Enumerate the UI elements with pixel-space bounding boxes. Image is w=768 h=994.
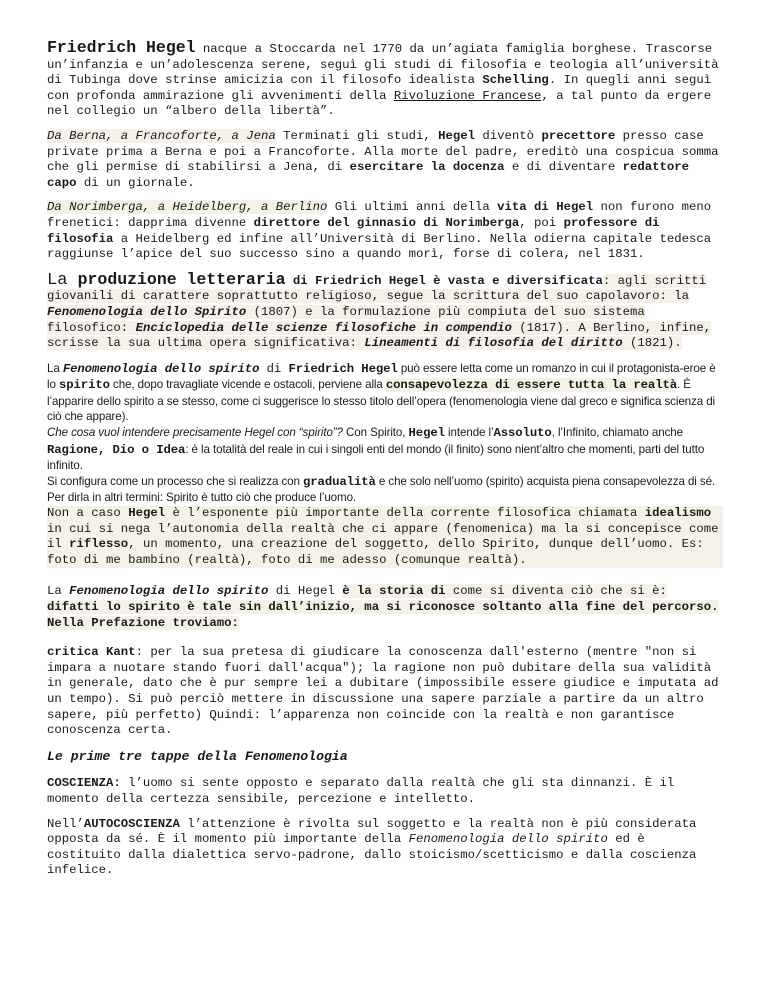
author-name: Friedrich Hegel [47, 38, 196, 57]
paragraph-norimberga-berlino: Da Norimberga, a Heidelberg, a Berlino Gli ultimi anni della vita di Hegel non furono meno frenetici: dapprima divenne direttore del ginnasio di Norimberga, poi professore di filosofia a Heidelberg ed infine all’Università di Berlino. Nella odierna capitale tedesca raggiunse l’apice del suo successo sino a quando morì, forse di colera, nel 1831. [47, 200, 712, 262]
paragraph-produzione: La produzione letteraria di Friedrich Hegel è vasta e diversificata: agli scritti giovanili di carattere soprattutto religioso, segue la scrittura del suo capolavoro: la Fenomenologia dello Spirito (1807) e la formulazione più compiuta del suo sistema filosofico: Enciclopedia delle scienze filosofiche in compendio (1817). A Berlino, infine, scrisse la sua ultima opera significativa: Lineamenti di filosofia del diritto (1821). [47, 269, 712, 351]
section-heading-norimberga: Da Norimberga, a Heidelberg, a Berlino [47, 200, 328, 215]
paragraph-storia: La Fenomenologia dello spirito di Hegel è la storia di come si diventa ciò che si è: difatti lo spirito è tale sin dall’inizio, ma si riconosce soltanto alla fine del percorso. Nella Prefazione troviamo: [47, 584, 719, 630]
document-page [47, 40, 723, 888]
produzione-heading: produzione letteraria [77, 269, 286, 289]
paragraph-biography: Friedrich Hegel nacque a Stoccarda nel 1770 da un’agiata famiglia borghese. Trascorse un’infanzia e un’adolescenza serene, seguì gli studi di filosofia e teologia all’università di Tubinga dove strinse amicizia con il filosofo idealista Schelling. In quegli anni seguì con profonda ammirazione gli avvenimenti della Rivoluzione Francese, a tal punto da ergere nel collegio un “albero della libertà”. [47, 38, 719, 119]
rivoluzione-link[interactable]: Rivoluzione Francese [393, 88, 542, 103]
question-text: Che cosa vuol intendere precisamente Hegel con “spirito”? [47, 426, 343, 440]
paragraph-idealismo: Non a caso Hegel è l’esponente più importante della corrente filosofica chiamata idealismo in cui si nega l’autonomia della realtà che ci appare (fenomenica) ma la si concepisce come il riflesso, un momento, una creazione del soggetto, dello Spirito, dunque dell’uomo. Es: foto di me bambino (realtà), foto di me adesso (comunque realtà). [47, 506, 723, 568]
section-heading-berna: Da Berna, a Francoforte, a Jena [47, 128, 276, 143]
paragraph-berna-jena: Da Berna, a Francoforte, a Jena Terminati gli studi, Hegel diventò precettore presso case private prima a Berna e poi a Francoforte. Alla morte del padre, ereditò una cospicua somma che gli permise di stabilirsi a Jena, di esercitare la docenza e di diventare redattore capo di un giornale. [47, 128, 719, 190]
paragraph-fenomenologia-intro: La Fenomenologia dello spirito di Friedrich Hegel può essere letta come un romanzo in cui il protagonista-eroe è lo spirito che, dopo travagliate vicende e ostacoli, perviene alla consapevolezza di essere tutta la realtà. È l’apparire dello spirito a se stesso, come ci suggerisce lo stesso titolo dell’opera (fenomenologia viene dal greco e significa scienza di ciò che appare). Che cosa vuol intendere precisamente Hegel con “spirito”? Con Spirito, Hegel intende l’Assoluto, l’Infinito, chiamato anche Ragione, Dio o Idea: è la totalità del reale in cui i singoli enti del mondo (il finito) sono nient’altro che momenti, parti del tutto infinito. Si configura come un processo che si realizza con gradualità e che solo nell’uomo (spirito) acquista piena consapevolezza di sé. Per dirla in altri termini: Spirito è tutto ciò che produce l’uomo. [47, 361, 716, 505]
section-title: Le prime tre tappe della Fenomenologia [47, 748, 348, 764]
paragraph-coscienza: COSCIENZA: l’uomo si sente opposto e separato dalla realtà che gli sta dinnanzi. È il momento della certezza sensibile, percezione e intelletto. [47, 776, 675, 806]
paragraph-autocoscienza: Nell’AUTOCOSCIENZA l’attenzione è rivolta sul soggetto e la realtà non è più considerata opposta da sé. È il momento più importante della Fenomenologia dello spirito ed è costituito dalla dialettica servo-padrone, dallo stoicismo/scetticismo e dalla coscienza infelice. [47, 816, 697, 878]
paragraph-critica-kant: critica Kant: per la sua pretesa di giudicare la conoscenza dall'esterno (mentre "non si impara a nuotare stando fuori dall'acqua"); la ragione non può dubitare della sua validità in generale, dato che è pur sempre lei a dubitare (impossibile essere giudice e imputata ad un tempo). Si può perciò mettere in discussione una sapere parziale a partire da un altro sapere, più perfetto) Quindi: l’apparenza non coincide con la realtà e non garantisce conoscenza certa. [47, 645, 719, 738]
